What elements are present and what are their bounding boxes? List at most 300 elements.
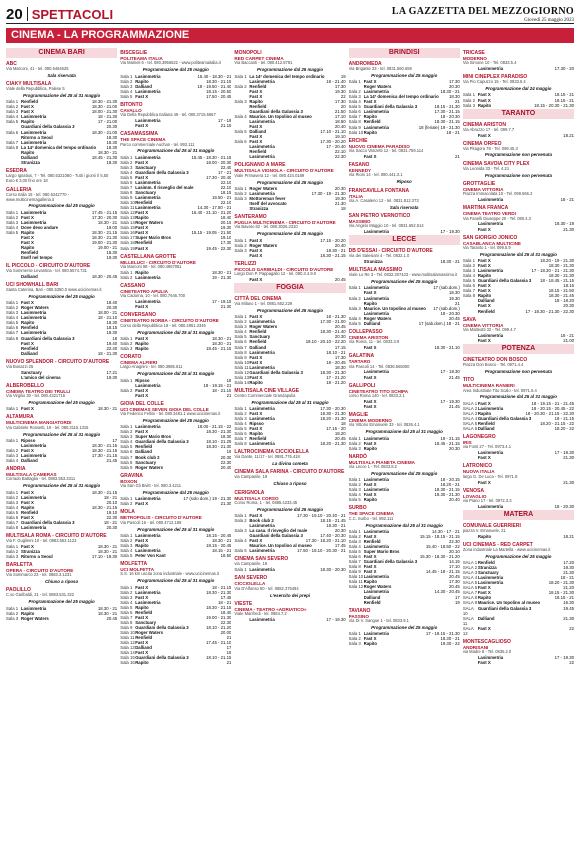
screen-label: Sala 8	[6, 144, 19, 150]
page-header	[6, 4, 574, 24]
showtimes: 18.30 - 21.40	[320, 329, 346, 335]
film-title: Fast X	[477, 337, 491, 343]
showtimes: 19.10	[220, 235, 232, 241]
showtimes: 19	[226, 650, 232, 656]
film-title: Dalliand	[21, 350, 38, 356]
film-title: Fast X	[363, 153, 377, 159]
film-title: Rapito	[135, 660, 149, 666]
screen-label: Sala 6	[6, 129, 19, 135]
venue-subname: PICCOLO GARIBALDI - CIRCUITO D'AUTORE	[234, 266, 334, 272]
venue-address: largo G. De Luca - Tel. 0971.8	[462, 473, 518, 479]
venue-subname: MILLELUCI - CIRCUITO D'AUTORE	[120, 259, 196, 265]
showtimes: 19 - 21.30	[212, 274, 232, 280]
programme-note: Sala riservata	[389, 204, 419, 210]
showtimes: 18.21	[563, 132, 575, 138]
showtimes: 17.30	[449, 579, 460, 585]
city-header: LECCE	[349, 235, 460, 245]
screen-label: Sala 8	[120, 619, 133, 625]
showtimes: 18 - 21	[446, 129, 460, 135]
showtimes: 18.30 - 21	[97, 219, 118, 225]
city-header: CINEMA BARI	[6, 48, 117, 58]
film-title: Fast X	[363, 492, 377, 498]
film-title: Fast X	[135, 225, 149, 231]
screen-label: Sala 7	[348, 114, 361, 120]
showtimes: 18.30 - 21.30	[320, 411, 346, 417]
screen-label: Sala 1	[234, 513, 247, 519]
film-title: Stranizza	[21, 548, 40, 554]
screen-label	[349, 600, 364, 605]
showtime-row	[463, 504, 574, 509]
screen-label: Sala 8	[348, 564, 361, 570]
showtimes: 21	[226, 392, 232, 398]
showtimes: 18.30 - 21	[212, 269, 232, 275]
venue-name: PAOLILLO	[6, 587, 31, 594]
showtimes: 18.30 - 21.15	[206, 604, 232, 610]
film-title: Roger Waters	[135, 220, 163, 226]
film-title: Lasimmetria	[477, 197, 504, 203]
showtimes: 22.10	[334, 149, 346, 155]
film-title: Renfield	[363, 539, 381, 544]
programme-note: Programmazione dal 25 maggio	[256, 67, 324, 73]
showtimes: 19	[226, 449, 232, 455]
screen-label: Sala 2	[6, 104, 19, 110]
film-title: Lasimmetria	[477, 450, 504, 456]
venue-address: Via Angelo Maggio 10 - tel. 0831.652.514	[348, 223, 424, 229]
screen-label: Sala 1	[6, 543, 19, 549]
showtimes: 15.40 - 18.30 - 21	[197, 73, 232, 79]
venue-name: CINEMA SAVOIA CITY PLEX	[462, 160, 530, 167]
showtimes: 18 - 21.15	[212, 387, 232, 393]
screen-label: Sala 2	[120, 537, 133, 543]
screen-label: Sala 3	[348, 94, 361, 100]
showtimes: 18.30 - 21.15	[91, 442, 118, 448]
screen-label: Sala 4	[234, 421, 247, 427]
film-title: Renfield	[249, 83, 267, 89]
programme-note: Chiuso a riposo	[273, 481, 307, 487]
programme-note: Programmazione dal 25 al 31 maggio	[137, 371, 215, 377]
showtime-row	[463, 626, 574, 636]
venue-name: ALTAMURA	[6, 414, 34, 421]
showtimes: 18.30 - 21.15	[206, 78, 232, 84]
showtimes: 20.30	[334, 334, 346, 340]
film-title: Rapito	[135, 542, 149, 548]
screen-label: Sala 1	[348, 631, 361, 637]
film-title: Fast X	[477, 132, 491, 138]
showtimes: 20.10	[449, 549, 460, 555]
screen-label: Sala 5	[6, 320, 19, 326]
showtime-row	[349, 641, 460, 646]
screen-label: Sala 8	[120, 190, 133, 195]
film-title: Lasimmetria	[21, 114, 47, 120]
screen-label: Sala 2	[348, 636, 361, 642]
venue-name: CASTELLANA GROTTE	[120, 253, 177, 260]
programme-note: Sala riservata	[47, 72, 76, 78]
film-title: Lasimmetria	[249, 319, 275, 325]
screen-label: Sala 3	[6, 109, 19, 115]
venue-address: via Campanile, 19	[234, 474, 268, 480]
screen-label: SALA 4	[462, 575, 478, 581]
venue-subname: NUOVA ITALIA	[462, 469, 495, 475]
screen-label: Sala 5	[234, 129, 247, 135]
showtimes: 21	[455, 153, 460, 159]
showtimes: 18.15 - 21	[554, 97, 575, 103]
film-title: Fast X	[477, 590, 491, 596]
screen-label: Sala 12	[348, 584, 364, 590]
screen-label: Sala 2	[234, 242, 247, 248]
screen-label	[463, 66, 478, 71]
showtimes: 22	[340, 93, 346, 99]
film-title: Fast X	[363, 533, 377, 539]
showtime-row	[234, 617, 345, 622]
film-title: Stranizza	[249, 206, 269, 212]
showtimes: 17.45	[220, 594, 232, 600]
venue-address: Via Della Repubblica Italiana 49 - tel. 080.3715.5667	[120, 112, 216, 118]
screen-label: Sala 2	[120, 501, 133, 507]
programme-note: Programmazione dal 25 maggio	[256, 506, 324, 512]
venue-subname: POLITEAMA ITALIA	[120, 56, 163, 61]
screen-label: Sala 19	[120, 245, 135, 251]
showtimes: 22.30	[220, 459, 232, 465]
film-title: Rapito	[135, 604, 149, 610]
screen-label: Sala 1	[6, 99, 19, 105]
venue-address: Via Pascoli 14 - Tel. 0836.565000	[348, 363, 410, 369]
screen-label: Sala 3	[120, 542, 133, 548]
screen-label: Sala 6	[348, 109, 361, 115]
film-title: Dalliand	[135, 645, 152, 651]
showtimes: 18.30 - 21.30	[548, 273, 575, 279]
film-title: Fast X	[135, 230, 149, 236]
film-title: Fast X	[477, 400, 491, 406]
venue-address: Via Bonazzi 25	[6, 363, 34, 369]
film-title: Fast X	[363, 482, 377, 488]
film-title: Fast X	[477, 585, 491, 591]
film-title: Fast X	[21, 109, 34, 115]
showtimes: 18.10 - 21.20	[206, 624, 232, 630]
venue-address: Via Di V. Sangue 1 - tel. 0833.9.1	[348, 618, 409, 624]
showtimes: 18.30 - 21	[212, 537, 232, 543]
venue-subname: ANDRISANI	[462, 644, 489, 650]
showtimes: 18.10 - 21	[326, 349, 346, 355]
showtimes: 22	[569, 660, 575, 666]
film-title: Fast X	[249, 123, 263, 129]
venue-address: Corso Roma, 1 - tel. 0885.4233.45	[234, 500, 298, 505]
screen-label: Sala 6	[234, 339, 247, 345]
screen-label: Sala 8	[234, 349, 247, 355]
film-title: Lasimmetria	[135, 589, 161, 595]
programme-note: Programmazione dal 25 al 31 maggio	[479, 394, 557, 400]
screen-label	[234, 206, 249, 211]
film-title: Renfield	[21, 99, 38, 105]
programme-note: Riposo	[396, 179, 412, 185]
film-title: Lasimmetria	[249, 154, 275, 160]
showtimes: 20.30	[334, 528, 346, 534]
venue-name: MULTISALA CINE VILLAGE	[234, 387, 300, 394]
showtimes: 18.30	[106, 139, 118, 145]
film-title: Lasimmetria	[249, 78, 275, 84]
showtimes: 14.15	[449, 559, 460, 565]
screen-label: Sala 8	[348, 119, 361, 125]
screen-label: Sala 6	[6, 514, 19, 520]
screen-label: Sala 3	[234, 528, 247, 534]
screen-label: Sala 7	[120, 454, 133, 460]
film-title: Fast X	[135, 123, 149, 129]
venue-subname: MULTISALA PIANETA CINEMA	[348, 459, 415, 465]
venue-name: GALLERIA	[6, 186, 32, 193]
film-title: Lasimmetria	[363, 229, 389, 235]
showtimes: 18.30 - 21	[97, 149, 118, 155]
showtimes: 21	[226, 635, 232, 641]
screen-label: Sala 1	[462, 258, 475, 264]
screen-label: Sala 2	[6, 214, 19, 220]
film-title: Lasimmetria	[135, 154, 161, 160]
film-title: Itself del avvocato	[249, 200, 287, 206]
venue-address: via Fonti 27 - Tel. 0973.4.1	[462, 444, 511, 450]
film-title: Renfield	[249, 103, 267, 109]
showtimes: 21.30	[563, 479, 575, 485]
showtimes: 19.30 - 21.30	[434, 492, 460, 498]
showtimes: 16.40 - 21.10 - 21.20	[191, 210, 232, 216]
screen-label: Sala 2	[120, 159, 133, 165]
showtimes: 20.30	[449, 84, 460, 90]
venue-name: CINEMA SALA FARINA - CIRCUITO D'AUTORE	[234, 469, 345, 476]
city-header: MATERA	[463, 510, 574, 520]
screen-label: Sala 4	[120, 169, 133, 175]
showtime-row	[120, 304, 231, 309]
venue-address: Via San Gli Bivitt - tel. 080.3.4211	[120, 483, 182, 489]
film-title: Fast X	[135, 392, 149, 398]
showtimes: 14.45 - 18 - 21.15	[425, 569, 460, 575]
screen-label: Sala 1	[6, 406, 19, 412]
venue-address: Via Baccanti - tel. 080.412.8791	[234, 60, 293, 66]
showtimes: 18.15 - 20.50	[206, 88, 232, 94]
showtimes: 15.45 - 18.30 - 21.15	[191, 154, 232, 160]
showtimes: 18 - 20.30	[440, 114, 460, 120]
showtimes: 20.30	[106, 305, 118, 311]
listing-column	[349, 47, 460, 837]
venue-address: Viale della Repubblica, Palese 5	[6, 86, 65, 92]
venue-name: LAGONEGRO	[462, 433, 496, 440]
showtime-row	[120, 660, 231, 665]
showtimes: 17 - 19.30	[440, 229, 460, 235]
screen-label: Sala 10	[348, 129, 364, 135]
showtimes: 19.30	[106, 330, 118, 336]
screen-label: Sala 1	[234, 73, 247, 79]
showtimes: 19.00	[106, 224, 118, 230]
screen-label: Sala 1	[120, 584, 133, 590]
film-title: Roger Waters	[363, 84, 392, 90]
showtimes: 18.30 - 19	[554, 221, 575, 227]
venue-name: GROTTAGLIE	[462, 180, 496, 187]
showtimes: 18.45 - 21.30	[91, 154, 118, 160]
showtimes: 17 - 19	[218, 118, 232, 124]
film-title: Fast X	[363, 564, 377, 570]
film-title: Super Mario Bros	[135, 235, 172, 241]
venue-address: Via A. Casaleno 12 - tel. 0831.812.373	[348, 197, 419, 203]
listing-columns	[6, 47, 574, 837]
showtimes: 18 (feriale) 19 - 21.30	[418, 124, 460, 130]
screen-label	[349, 375, 364, 380]
film-title: Fast X	[363, 636, 377, 642]
film-title: Fast X	[249, 277, 263, 283]
showtimes: 19.30	[563, 565, 575, 571]
showtimes: 18.50	[334, 118, 346, 124]
screen-label	[463, 338, 478, 343]
venue-name: ANDRIA	[6, 466, 26, 473]
showtimes: 18.00 - 21	[97, 310, 118, 316]
showtimes: 18.30 - 21.15	[91, 229, 118, 235]
showtimes: 15.30 - 18.30 - 21.20	[419, 554, 460, 560]
film-title: Lasimmetria	[249, 567, 275, 573]
film-title: Fast X	[135, 387, 149, 393]
screen-label: Sala 1	[348, 79, 361, 85]
venue-name: UCI SHOWHALL BARI	[6, 282, 59, 289]
screen-label: Sala 2	[120, 274, 133, 280]
showtime-row	[6, 525, 117, 530]
showtime-row	[234, 277, 345, 282]
film-title: Guardiani della Galassia 3	[363, 104, 418, 110]
showtimes: 17.50 - 20.45	[206, 93, 232, 99]
showtime-row	[234, 380, 345, 385]
screen-label: Sala 10	[120, 200, 135, 206]
screen-label: Sala 2	[462, 263, 475, 269]
film-title: Fast X	[249, 411, 263, 417]
film-title: Renfield	[135, 240, 153, 246]
screen-label: Sala 11	[234, 364, 249, 370]
film-title: Roger Waters	[249, 185, 278, 191]
venue-name: FRANCAVILLA FONTANA	[348, 187, 410, 194]
screen-label: Sala 16	[120, 230, 135, 236]
venue-address: Via Pitagora 78 - Tel. 099.45.3	[462, 145, 518, 151]
venue-address: Via Brigante 23 - tel. 0831.560.659	[348, 66, 412, 71]
showtimes: 18.15 - 21	[212, 547, 232, 553]
showtime-row	[6, 274, 117, 279]
showtimes: 18.20 - 21.30	[320, 416, 346, 422]
screen-label: Sala 5	[6, 119, 19, 125]
screen-label: Sala 6	[120, 609, 133, 615]
programme-note: Programmazione dal 25 maggio	[371, 470, 438, 476]
screen-label: Sala 2	[6, 305, 19, 311]
showtimes: 18.30	[106, 250, 118, 256]
screen-label: Sala 2	[120, 589, 133, 595]
venue-address: Largo Ignatius, 7 - Tel. 080.5321080 - Tutti i giorni Il 5,50 Euro € 3,00 fino ore 18	[6, 172, 109, 183]
showtime-row	[120, 501, 231, 506]
film-title: Rapito	[135, 215, 149, 221]
showtime-row	[349, 600, 460, 605]
showtimes: 17 - 20.40	[326, 144, 346, 150]
showtime-row	[349, 497, 460, 502]
screen-label: Sala 14	[120, 650, 135, 656]
film-title: Fast X	[363, 290, 377, 296]
film-title: Rapito	[21, 229, 35, 235]
venue-name: CASAMASSIMA	[120, 131, 158, 138]
showtimes: 21.45	[449, 374, 460, 380]
film-title: Lasimm. Il risveglio del male	[135, 184, 194, 190]
film-title: Fast X	[135, 537, 149, 543]
film-title: Guardiani della Galassia 3	[21, 519, 75, 525]
showtime-row	[349, 375, 460, 380]
film-title: Lasimmetria	[363, 369, 389, 375]
venue-address: Corrado Battaglia - tel. 0883.553.3311	[6, 476, 76, 482]
film-title: Lasimmetria	[363, 528, 389, 534]
film-title: Lasimmetria	[21, 442, 47, 448]
screen-label: Sala 1	[120, 335, 133, 341]
screen-label: Sala 1	[6, 300, 19, 306]
showtimes: 17 - 19.30	[554, 450, 575, 456]
showtimes: 19.30	[106, 255, 118, 261]
showtime-row	[120, 393, 231, 398]
film-title: Fast X	[363, 99, 377, 105]
showtimes: 18.30 - 21	[97, 610, 118, 616]
showtimes: 20.45	[334, 436, 346, 442]
screen-label: Sala 4	[120, 88, 133, 94]
film-title: Guardiani della Galassia 3	[249, 533, 303, 539]
showtimes: 18 - 21	[103, 519, 118, 525]
showtimes: 19.45 - 22.30	[206, 245, 232, 251]
film-title: Maurice. Un topolino al museo	[249, 113, 312, 119]
screen-label: Sala 3	[462, 268, 475, 274]
showtimes: 18.45 - 21.15	[434, 440, 460, 446]
showtimes: 18.30 - 21.30	[206, 589, 232, 595]
showtimes: 18.00 - 21.15 - 22	[197, 424, 232, 430]
screen-label: SALA 6	[462, 585, 478, 591]
screen-label: Sala 1	[462, 92, 475, 98]
film-title: Fast X	[249, 374, 263, 380]
screen-label: Sala 8	[6, 524, 19, 530]
venue-address: C.so Garibaldi, 21 - tel. 0883.531.322	[6, 592, 75, 598]
showtimes: 18.30 - 21.30	[548, 263, 575, 269]
film-title: Dalliand	[21, 274, 38, 280]
screen-label: Sala 6	[120, 179, 133, 185]
showtimes: 18.30	[106, 134, 118, 140]
venue-name: SAN SEVERO	[234, 575, 268, 582]
page-number: 20	[6, 6, 23, 23]
showtimes: 18.30 - 21.30	[206, 429, 232, 435]
film-title: Guardiani della Galassia 3	[477, 415, 532, 421]
film-title: Rapito	[363, 579, 377, 585]
showtimes: 18.30 - 20.45	[91, 274, 118, 280]
showtimes: 18 - 20.15 - 20.45 - 22	[531, 405, 575, 411]
screen-label	[6, 375, 21, 380]
film-title: Renfield	[135, 609, 153, 615]
showtime-row	[463, 309, 574, 314]
venue-address: Via Leonida 33 - Tel. 4.21	[462, 165, 510, 171]
city-header: FOGGIA	[234, 283, 345, 293]
showtimes: 17 (solo dom.) 19 - 21.30	[183, 496, 232, 502]
film-title: Lasimmetria	[21, 494, 47, 500]
showtimes: 17 - 19.15	[212, 299, 232, 305]
showtimes: 18.30 - 21	[97, 406, 118, 412]
showtime-row	[234, 154, 345, 159]
film-title: Fast X	[135, 640, 149, 646]
showtimes: 18 - 21.10	[97, 315, 118, 321]
screen-label: Sala 14	[120, 220, 135, 226]
film-title: Rapito	[363, 445, 377, 451]
screen-label: Sala 3	[234, 195, 247, 201]
showtimes: 17 - 19.15 - 21.30	[425, 631, 460, 637]
film-title: Fast X	[249, 93, 263, 99]
showtime-row	[463, 534, 574, 539]
venue-subname: THE SPACE CINEMA	[120, 137, 166, 143]
film-title: Lasimmetria	[249, 617, 275, 623]
showtimes: 19.30	[220, 225, 232, 231]
showtime-row	[6, 351, 117, 356]
screen-label	[463, 660, 478, 665]
showtimes: 20.45	[106, 615, 118, 621]
showtimes: 22.30	[220, 619, 232, 625]
programme-note: Programmazione del 25 maggio	[485, 553, 552, 559]
showtimes: 21.45	[449, 403, 460, 409]
venue-address: Viale Manfredi - tel. 0884.7.2	[234, 611, 287, 617]
